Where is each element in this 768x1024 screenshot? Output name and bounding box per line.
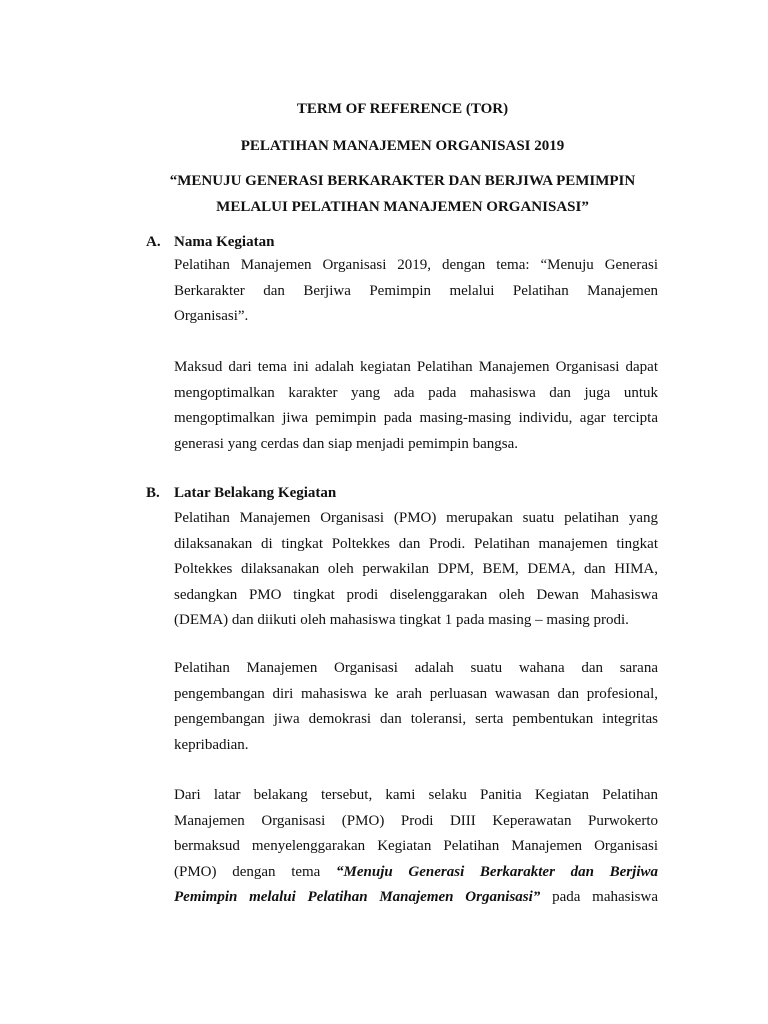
paragraph-text: (PMO) dengan tema xyxy=(174,863,337,880)
paragraph-text: pada mahasiswa xyxy=(540,889,658,905)
paragraph-line: kepribadian. xyxy=(174,736,249,753)
section-b-letter: B. xyxy=(146,485,160,501)
paragraph-line: Maksud dari tema ini adalah kegiatan Pelatihan Manajemen Organisasi dapat xyxy=(174,359,658,375)
paragraph-line: bermaksud menyelenggarakan Kegiatan Pelatihan Manajemen Organisasi xyxy=(174,838,658,854)
paragraph-line: pengembangan diri mahasiswa ke arah perluasan wawasan dan profesional, xyxy=(174,685,658,702)
section-b-paragraph-1 xyxy=(174,506,658,634)
paragraph-line: Pelatihan Manajemen Organisasi 2019, dengan tema: “Menuju Generasi xyxy=(174,257,658,273)
section-a-paragraph-1 xyxy=(174,253,658,330)
paragraph-line: Pelatihan Manajemen Organisasi (PMO) merupakan suatu pelatihan yang xyxy=(174,510,658,526)
paragraph-line: Manajemen Organisasi (PMO) Prodi DIII Keperawatan Purwokerto xyxy=(174,812,658,829)
paragraph-line: sedangkan PMO tingkat prodi diselenggarakan oleh Dewan Mahasiswa xyxy=(174,586,658,603)
paragraph-line: pengembangan jiwa demokrasi dan toleransi, serta pembentukan integritas xyxy=(174,711,658,727)
theme-emphasis: “Menuju Generasi Berkarakter dan Berjiwa xyxy=(336,863,658,880)
section-b-paragraph-2 xyxy=(174,656,658,758)
section-b-paragraph-3 xyxy=(174,783,658,911)
paragraph-line: Poltekkes dilaksanakan oleh perwakilan DPM, BEM, DEMA, dan HIMA, xyxy=(174,561,658,577)
paragraph-line-mixed xyxy=(174,860,658,886)
document-theme-line-1: “MENUJU GENERASI BERKARAKTER DAN BERJIWA PEMIMPIN xyxy=(169,173,636,189)
paragraph-line: (DEMA) dan diikuti oleh mahasiswa tingkat 1 pada masing – masing prodi. xyxy=(174,612,629,628)
section-a-paragraph-2 xyxy=(174,355,658,457)
paragraph-line-mixed xyxy=(174,885,658,911)
paragraph-line: mengoptimalkan karakter yang ada pada mahasiswa dan juga untuk xyxy=(174,384,658,401)
paragraph-line: Berkarakter dan Berjiwa Pemimpin melalui Pelatihan Manajemen xyxy=(174,282,658,299)
paragraph-line: Pelatihan Manajemen Organisasi adalah suatu wahana dan sarana xyxy=(174,660,658,676)
paragraph-line: generasi yang cerdas dan siap menjadi pemimpin bangsa. xyxy=(174,435,519,452)
section-b-heading: Latar Belakang Kegiatan xyxy=(174,485,337,501)
document-theme-line-2: MELALUI PELATIHAN MANAJEMEN ORGANISASI” xyxy=(216,199,589,215)
document-title: TERM OF REFERENCE (TOR) xyxy=(296,101,509,117)
section-a-heading: Nama Kegiatan xyxy=(174,234,275,250)
paragraph-line: mengoptimalkan jiwa pemimpin pada masing-masing individu, agar tercipta xyxy=(174,410,658,426)
paragraph-line: Organisasi”. xyxy=(174,308,249,324)
document-subtitle: PELATIHAN MANAJEMEN ORGANISASI 2019 xyxy=(240,138,565,154)
section-a-letter: A. xyxy=(146,234,161,250)
paragraph-line: Dari latar belakang tersebut, kami selaku Panitia Kegiatan Pelatihan xyxy=(174,787,658,803)
theme-emphasis: Pemimpin melalui Pelatihan Manajemen Organisasi” xyxy=(174,889,541,905)
paragraph-line: dilaksanakan di tingkat Poltekkes dan Prodi. Pelatihan manajemen tingkat xyxy=(174,535,658,552)
